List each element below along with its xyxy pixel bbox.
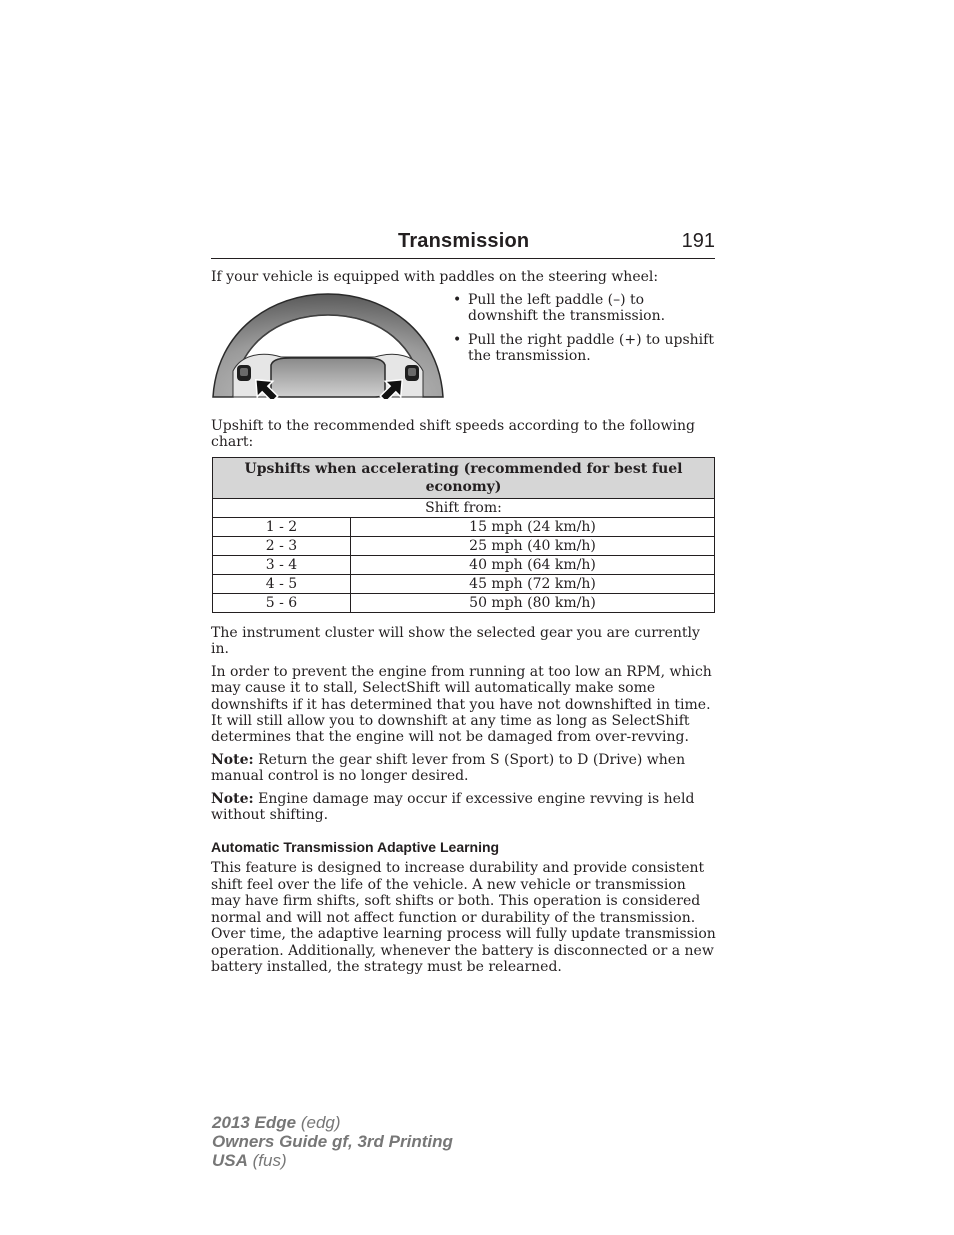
footer-line <box>212 1151 453 1170</box>
cluster-paragraph: The instrument cluster will show the selected gear you are currently in. <box>211 625 700 658</box>
gear-cell: 5 - 6 <box>213 594 351 613</box>
bullet-text: Pull the right paddle (+) to upshift the transmission. <box>468 331 714 365</box>
table-row <box>213 594 715 613</box>
speed-cell: 45 mph (72 km/h) <box>351 575 715 594</box>
page-number: 191 <box>681 230 715 252</box>
footer-guide: Owners Guide gf, 3rd Printing <box>212 1132 453 1151</box>
table-row <box>213 556 715 575</box>
table-title: Upshifts when accelerating (recommended for best fuel economy) <box>213 458 715 499</box>
note-label: Note: <box>211 751 254 768</box>
note-text: Return the gear shift lever from S (Sport) to D (Drive) when manual control is no longer desired. <box>211 751 686 785</box>
shift-speed-table <box>212 457 715 613</box>
table-row <box>213 518 715 537</box>
list-item <box>451 332 715 365</box>
bullet-text: Pull the left paddle (–) to downshift the transmission. <box>468 292 666 325</box>
upshift-intro-text: Upshift to the recommended shift speeds according to the following chart: <box>211 418 695 451</box>
table-title-row <box>213 458 715 499</box>
page-title: Transmission <box>398 230 530 252</box>
footer-market: USA <box>212 1151 248 1170</box>
table-subheader-row <box>213 499 715 518</box>
table-subheader: Shift from: <box>213 499 715 518</box>
table-row <box>213 575 715 594</box>
paddle-bullet-list <box>451 292 715 372</box>
table-row <box>213 537 715 556</box>
speed-cell: 25 mph (40 km/h) <box>351 537 715 556</box>
list-item <box>451 292 715 325</box>
note-paragraph <box>211 791 719 824</box>
main-content <box>211 625 719 981</box>
footer-model: 2013 Edge <box>212 1113 297 1132</box>
gear-cell: 3 - 4 <box>213 556 351 575</box>
speed-cell: 50 mph (80 km/h) <box>351 594 715 613</box>
note-label: Note: <box>211 790 254 807</box>
rpm-paragraph: In order to prevent the engine from running at too low an RPM, which may cause it to stall, SelectShift will automatically make some downshifts if it has determined that you have not downshifted in time. It will still allow you to downshift at any time as long as SelectShift determines that the engine will not be damaged from over-revving. <box>211 663 712 746</box>
intro-text: If your vehicle is equipped with paddles on the steering wheel: <box>211 269 659 285</box>
bullet-icon: • <box>453 331 462 348</box>
note-paragraph <box>211 752 719 785</box>
footer-line <box>212 1113 453 1132</box>
bullet-icon: • <box>453 292 462 308</box>
gear-cell: 4 - 5 <box>213 575 351 594</box>
footer-market-code: (fus) <box>247 1151 287 1170</box>
page-footer <box>212 1113 453 1170</box>
note-text: Engine damage may occur if excessive engine revving is held without shifting. <box>211 790 695 824</box>
page-header <box>211 228 715 259</box>
steering-wheel-paddles-icon <box>211 291 445 399</box>
footer-model-code: (edg) <box>296 1113 341 1132</box>
gear-cell: 2 - 3 <box>213 537 351 556</box>
gear-cell: 1 - 2 <box>213 518 351 537</box>
adaptive-learning-paragraph: This feature is designed to increase durability and provide consistent shift feel over the life of the vehicle. A new vehicle or transmission may have firm shifts, soft shifts or both. This operation is considered normal and will not affect function or durability of the transmission. Over time, the adaptive learning process will fully update transmission operation. Additionally, whenever the battery is disconnected or a new battery installed, the strategy must be relearned. <box>211 860 716 975</box>
speed-cell: 40 mph (64 km/h) <box>351 556 715 575</box>
footer-line <box>212 1132 453 1151</box>
speed-cell: 15 mph (24 km/h) <box>351 518 715 537</box>
section-heading: Automatic Transmission Adaptive Learning <box>211 839 500 856</box>
